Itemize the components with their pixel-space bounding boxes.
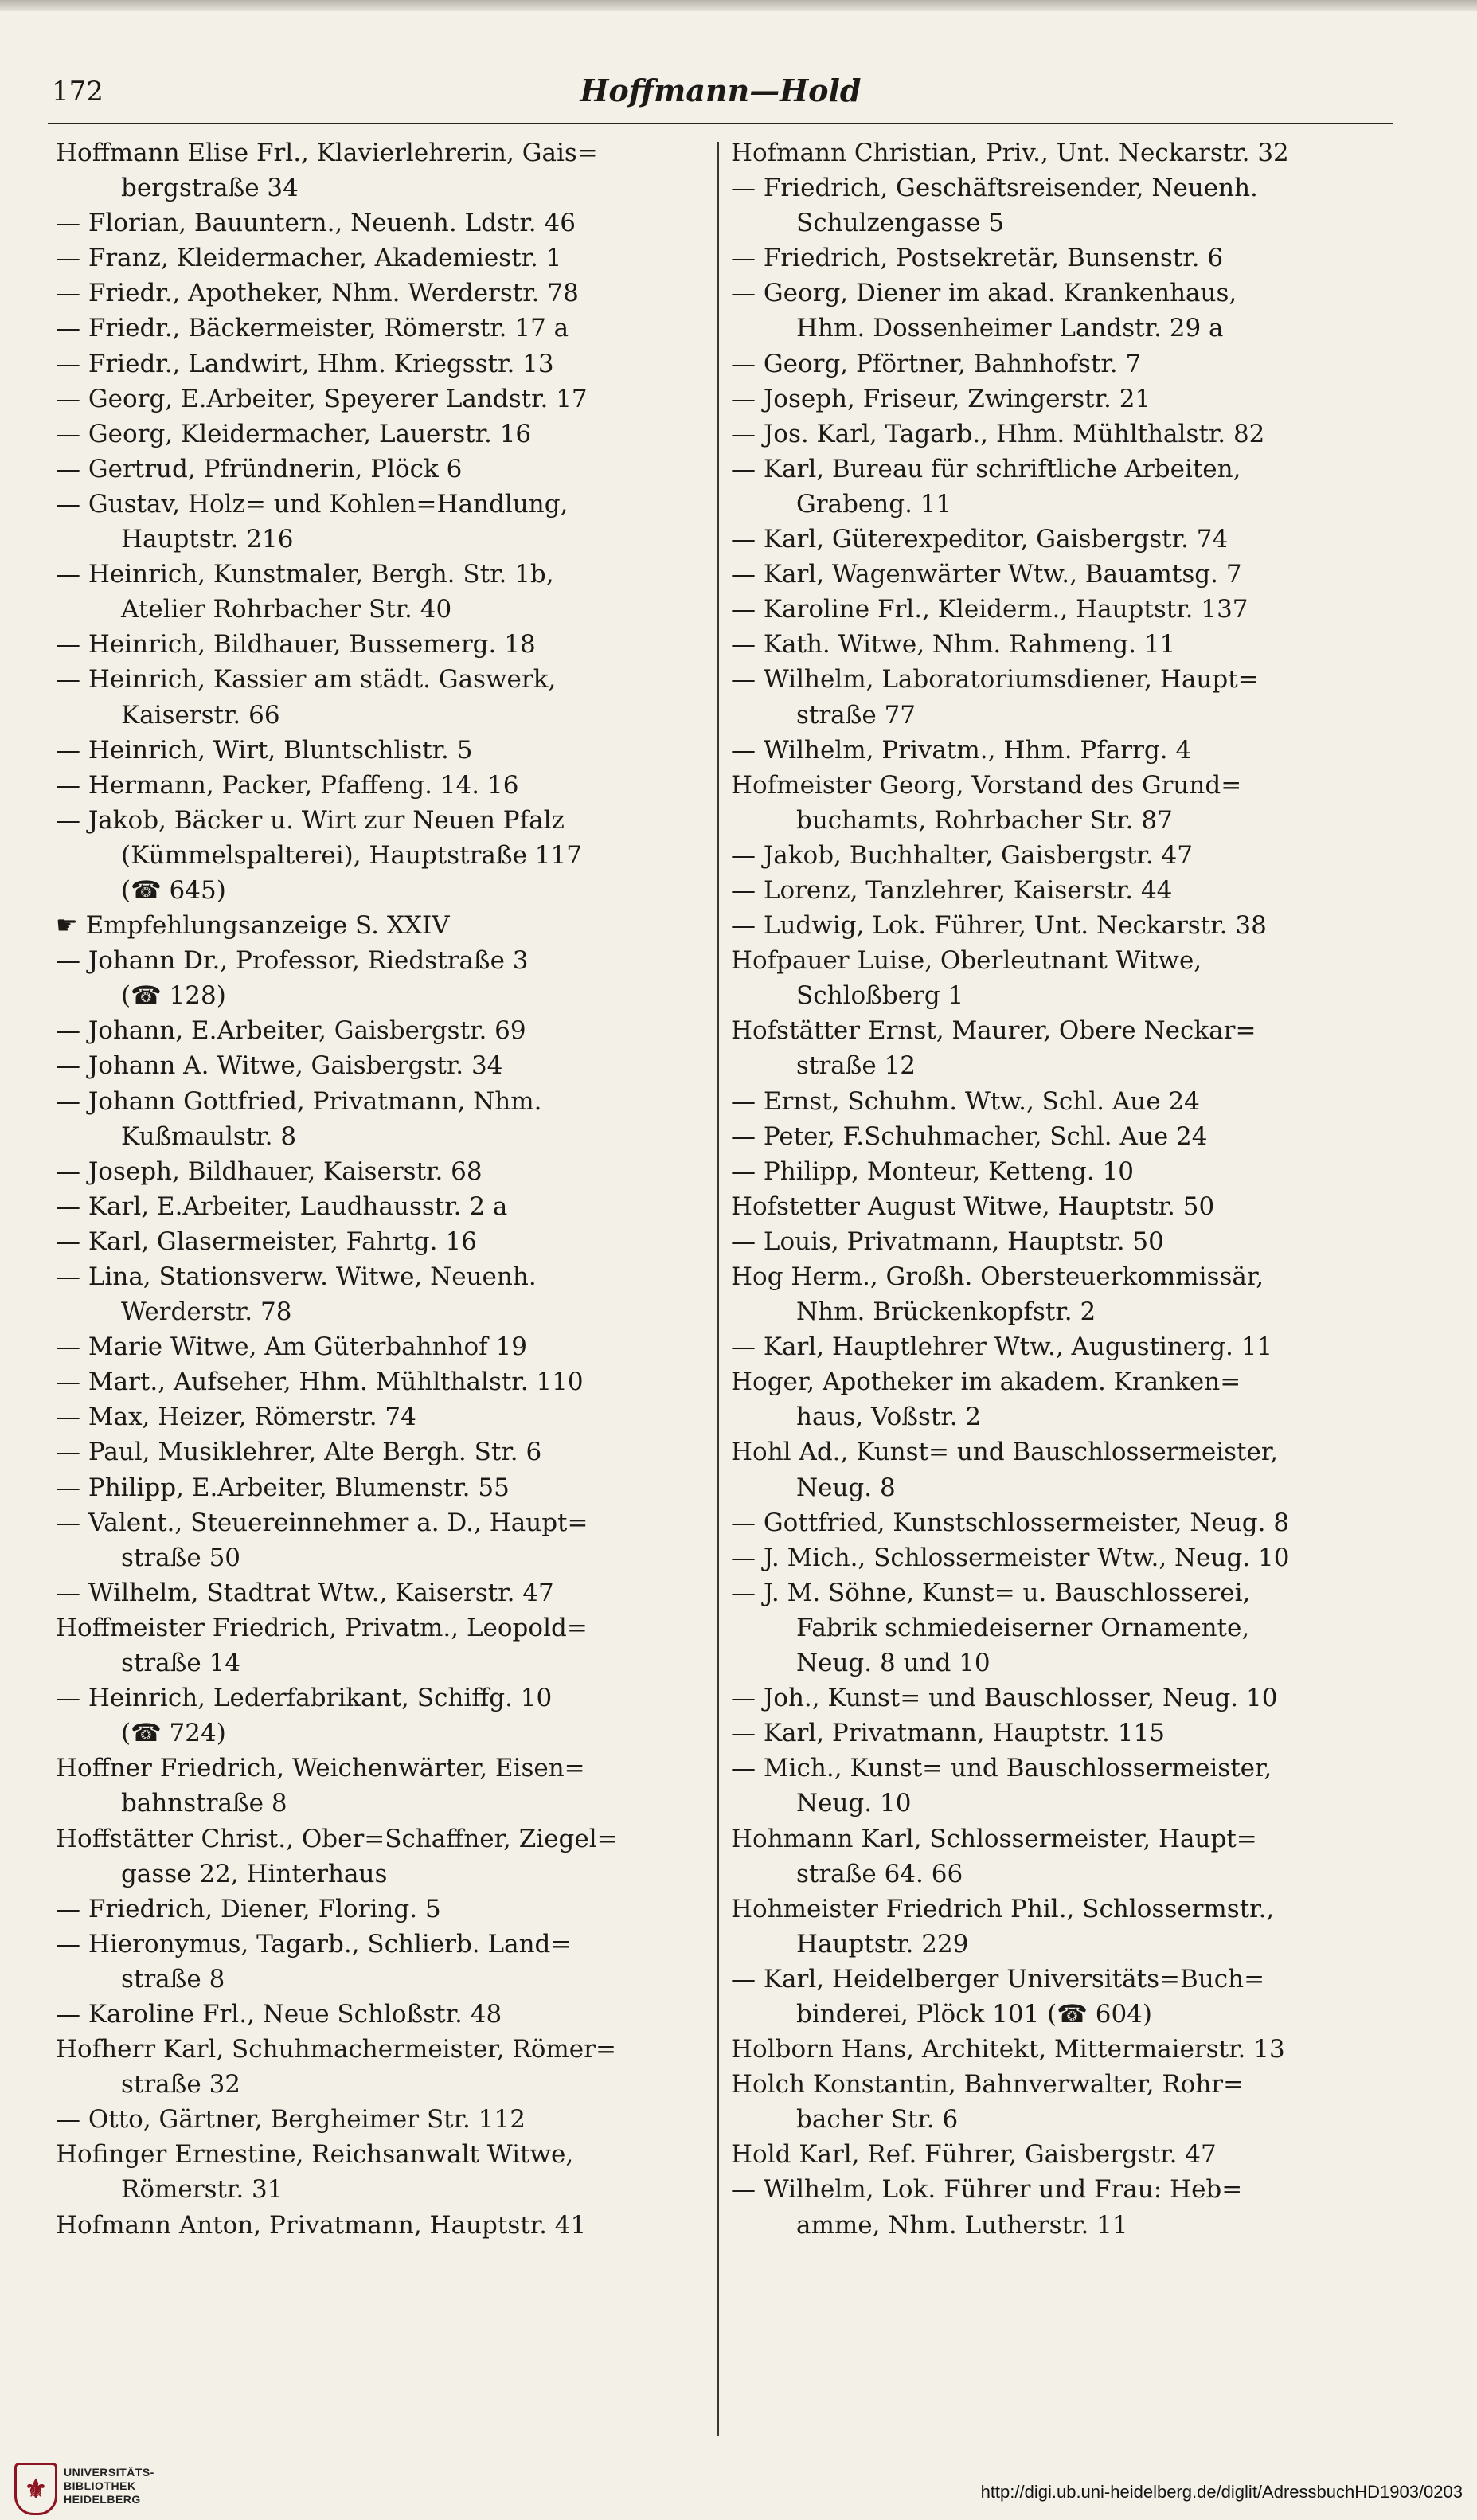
directory-entry bbox=[731, 557, 1384, 592]
entry-line: Hofinger Ernestine, Reichsanwalt Witwe, bbox=[56, 2140, 574, 2170]
entry-line: — Friedrich, Diener, Floring. 5 bbox=[56, 1894, 441, 1923]
directory-entry bbox=[56, 1927, 709, 1997]
entry-continuation: (☎ 724) bbox=[121, 1719, 226, 1748]
directory-entry bbox=[56, 417, 709, 452]
entry-continuation: Hauptstr. 229 bbox=[796, 1929, 969, 1958]
entry-line: Hold Karl, Ref. Führer, Gaisbergstr. 47 bbox=[731, 2140, 1217, 2170]
directory-entry bbox=[731, 733, 1384, 768]
directory-entry bbox=[56, 662, 709, 732]
directory-entry bbox=[731, 873, 1384, 908]
directory-entry bbox=[56, 1505, 709, 1575]
entry-line: — Ernst, Schuhm. Wtw., Schl. Aue 24 bbox=[731, 1086, 1200, 1116]
entry-line: Hofmann Anton, Privatmann, Hauptstr. 41 bbox=[56, 2210, 587, 2240]
directory-entry bbox=[56, 452, 709, 487]
directory-entry bbox=[56, 311, 709, 346]
directory-entry bbox=[731, 1716, 1384, 1751]
logo-line: BIBLIOTHEK bbox=[64, 2479, 136, 2492]
entry-line: — Ludwig, Lok. Führer, Unt. Neckarstr. 38 bbox=[731, 911, 1267, 941]
directory-entry bbox=[731, 1505, 1384, 1540]
entry-line: — Gottfried, Kunstschlossermeister, Neug. 8 bbox=[731, 1508, 1290, 1537]
directory-entry bbox=[56, 135, 709, 205]
left-column bbox=[56, 135, 709, 2243]
directory-entry bbox=[731, 943, 1384, 1013]
directory-entry bbox=[56, 1751, 709, 1821]
directory-entry bbox=[56, 382, 709, 417]
directory-entry bbox=[731, 1434, 1384, 1505]
entry-line: — Karl, Glasermeister, Fahrtg. 16 bbox=[56, 1227, 477, 1256]
logo-text bbox=[64, 2466, 154, 2506]
entry-line: — Hermann, Packer, Pfaffeng. 14. 16 bbox=[56, 770, 519, 800]
entry-line: — Franz, Kleidermacher, Akademiestr. 1 bbox=[56, 244, 562, 273]
entry-continuation: straße 8 bbox=[121, 1964, 225, 1994]
entry-continuation: Neug. 10 bbox=[796, 1789, 912, 1818]
entry-continuation: bergstraße 34 bbox=[121, 174, 299, 203]
entry-continuation: straße 12 bbox=[796, 1051, 916, 1081]
seal-icon: ⚜ bbox=[14, 2463, 57, 2515]
entry-line: — Georg, Pförtner, Bahnhofstr. 7 bbox=[731, 349, 1142, 378]
entry-continuation: (☎ 645) bbox=[121, 875, 226, 905]
directory-entry bbox=[731, 1540, 1384, 1575]
directory-entry bbox=[731, 2172, 1384, 2242]
directory-entry bbox=[56, 1822, 709, 1892]
directory-entry bbox=[56, 241, 709, 276]
entry-continuation: Schulzengasse 5 bbox=[796, 209, 1005, 238]
entry-line: Hoffstätter Christ., Ober=Schaffner, Ziegel= bbox=[56, 1824, 618, 1853]
directory-entry bbox=[56, 1259, 709, 1329]
entry-line: Hofpauer Luise, Oberleutnant Witwe, bbox=[731, 946, 1202, 976]
entry-line: — Wilhelm, Lok. Führer und Frau: Heb= bbox=[731, 2175, 1243, 2205]
entry-continuation: amme, Nhm. Lutherstr. 11 bbox=[796, 2210, 1128, 2240]
entry-line: — Karl, E.Arbeiter, Laudhausstr. 2 a bbox=[56, 1192, 508, 1221]
entry-line: — Mart., Aufseher, Hhm. Mühlthalstr. 110 bbox=[56, 1368, 584, 1397]
directory-entry bbox=[56, 1434, 709, 1469]
directory-entry bbox=[56, 1470, 709, 1505]
directory-entry bbox=[731, 1364, 1384, 1434]
entry-continuation: Neug. 8 bbox=[796, 1473, 896, 1502]
directory-entry bbox=[56, 2032, 709, 2102]
directory-entry bbox=[731, 768, 1384, 838]
directory-entry bbox=[731, 1892, 1384, 1962]
directory-entry bbox=[731, 2067, 1384, 2137]
entry-continuation: haus, Voßstr. 2 bbox=[796, 1403, 982, 1432]
entry-line: — Karl, Hauptlehrer Wtw., Augustinerg. 11 bbox=[731, 1332, 1273, 1362]
directory-entry bbox=[731, 1119, 1384, 1154]
entry-continuation: straße 32 bbox=[121, 2070, 241, 2099]
entry-line: — Jakob, Bäcker u. Wirt zur Neuen Pfalz bbox=[56, 805, 565, 835]
entry-line: Hofmeister Georg, Vorstand des Grund= bbox=[731, 770, 1242, 800]
entry-continuation: Hauptstr. 216 bbox=[121, 525, 294, 554]
entry-line: Hofstetter August Witwe, Hauptstr. 50 bbox=[731, 1192, 1215, 1221]
directory-entry bbox=[731, 1962, 1384, 2032]
entry-line: — Joh., Kunst= und Bauschlosser, Neug. 10 bbox=[731, 1684, 1278, 1713]
entry-continuation: straße 77 bbox=[796, 700, 916, 730]
directory-entry bbox=[731, 452, 1384, 522]
entry-line: — Karl, Heidelberger Universitäts=Buch= bbox=[731, 1964, 1265, 1994]
directory-entry bbox=[56, 1610, 709, 1681]
entry-line: — Friedr., Bäckermeister, Römerstr. 17 a bbox=[56, 314, 569, 343]
directory-entry bbox=[731, 1013, 1384, 1083]
entry-line: — Gertrud, Pfründnerin, Plöck 6 bbox=[56, 454, 463, 483]
directory-entry bbox=[56, 2208, 709, 2243]
entry-line: — Lorenz, Tanzlehrer, Kaiserstr. 44 bbox=[731, 875, 1173, 905]
entry-line: — Jakob, Buchhalter, Gaisbergstr. 47 bbox=[731, 840, 1193, 870]
directory-entry bbox=[56, 1154, 709, 1189]
entry-line: — Georg, Diener im akad. Krankenhaus, bbox=[731, 279, 1237, 308]
entry-continuation: Fabrik schmiedeiserner Ornamente, bbox=[796, 1613, 1250, 1642]
directory-entry bbox=[56, 768, 709, 803]
entry-line: — Jos. Karl, Tagarb., Hhm. Mühlthalstr. 82 bbox=[731, 419, 1265, 448]
entry-line: — Friedrich, Postsekretär, Bunsenstr. 6 bbox=[731, 244, 1224, 273]
entry-line: Hoger, Apotheker im akadem. Kranken= bbox=[731, 1368, 1241, 1397]
entry-line: — Wilhelm, Privatm., Hhm. Pfarrg. 4 bbox=[731, 735, 1192, 765]
entry-line: — Florian, Bauuntern., Neuenh. Ldstr. 46 bbox=[56, 209, 576, 238]
directory-entry bbox=[56, 487, 709, 557]
entry-line: — Karl, Güterexpeditor, Gaisbergstr. 74 bbox=[731, 525, 1229, 554]
entry-line: Hohl Ad., Kunst= und Bauschlossermeister, bbox=[731, 1438, 1279, 1467]
page-title: Hoffmann—Hold bbox=[580, 72, 862, 108]
entry-line: — Gustav, Holz= und Kohlen=Handlung, bbox=[56, 489, 569, 518]
directory-entry bbox=[56, 908, 709, 943]
entry-line: — Johann Gottfried, Privatmann, Nhm. bbox=[56, 1086, 542, 1116]
entry-continuation: Römerstr. 31 bbox=[121, 2175, 283, 2205]
entry-line: Hohmeister Friedrich Phil., Schlossermstr., bbox=[731, 1894, 1275, 1923]
column-divider bbox=[717, 142, 719, 2436]
entry-continuation: Schloßberg 1 bbox=[796, 981, 964, 1011]
entry-continuation: (Kümmelspalterei), Hauptstraße 117 bbox=[121, 840, 582, 870]
entry-line: — Friedrich, Geschäftsreisender, Neuenh. bbox=[731, 174, 1258, 203]
entry-line: Hohmann Karl, Schlossermeister, Haupt= bbox=[731, 1824, 1257, 1853]
directory-entry bbox=[56, 943, 709, 1013]
entry-line: — Kath. Witwe, Nhm. Rahmeng. 11 bbox=[731, 630, 1176, 659]
directory-entry bbox=[731, 170, 1384, 241]
page-number: 172 bbox=[52, 76, 104, 108]
directory-entry bbox=[56, 733, 709, 768]
entry-continuation: Nhm. Brückenkopfstr. 2 bbox=[796, 1297, 1096, 1327]
entry-line: — Karl, Privatmann, Hauptstr. 115 bbox=[731, 1719, 1165, 1748]
directory-entry bbox=[56, 1084, 709, 1154]
entry-line: — Philipp, E.Arbeiter, Blumenstr. 55 bbox=[56, 1473, 510, 1502]
directory-entry bbox=[731, 1575, 1384, 1681]
entry-line: — Peter, F.Schuhmacher, Schl. Aue 24 bbox=[731, 1121, 1208, 1151]
logo-line: UNIVERSITÄTS- bbox=[64, 2466, 154, 2479]
entry-line: Holborn Hans, Architekt, Mittermaierstr. 13 bbox=[731, 2035, 1285, 2064]
entry-line: Hoffner Friedrich, Weichenwärter, Eisen= bbox=[56, 1754, 585, 1783]
entry-line: ☛ Empfehlungsanzeige S. XXIV bbox=[56, 911, 450, 941]
directory-entry bbox=[56, 276, 709, 311]
entry-line: — Karl, Bureau für schriftliche Arbeiten, bbox=[731, 454, 1241, 483]
entry-line: Hoffmann Elise Frl., Klavierlehrerin, Gais= bbox=[56, 139, 598, 167]
footer bbox=[0, 2452, 1477, 2520]
entry-line: — Lina, Stationsverw. Witwe, Neuenh. bbox=[56, 1262, 537, 1291]
entry-continuation: binderei, Plöck 101 (☎ 604) bbox=[796, 1999, 1152, 2029]
directory-entry bbox=[731, 627, 1384, 662]
directory-entry bbox=[731, 1822, 1384, 1892]
logo-line: HEIDELBERG bbox=[64, 2493, 141, 2506]
entry-continuation: straße 64. 66 bbox=[796, 1859, 963, 1888]
directory-entry bbox=[56, 205, 709, 241]
directory-entry bbox=[731, 838, 1384, 873]
directory-entry bbox=[56, 1892, 709, 1927]
directory-entry bbox=[731, 2137, 1384, 2172]
entry-line: — Karl, Wagenwärter Wtw., Bauamtsg. 7 bbox=[731, 560, 1242, 589]
entry-line: — Louis, Privatmann, Hauptstr. 50 bbox=[731, 1227, 1164, 1256]
directory-entry bbox=[56, 557, 709, 627]
entry-continuation: Atelier Rohrbacher Str. 40 bbox=[121, 595, 452, 624]
entry-line: — Max, Heizer, Römerstr. 74 bbox=[56, 1403, 416, 1432]
directory-entry bbox=[731, 1189, 1384, 1224]
entry-line: Hofherr Karl, Schuhmachermeister, Römer= bbox=[56, 2035, 616, 2064]
entry-line: — Wilhelm, Laboratoriumsdiener, Haupt= bbox=[731, 665, 1259, 695]
entry-line: — Paul, Musiklehrer, Alte Bergh. Str. 6 bbox=[56, 1438, 542, 1467]
entry-line: — Georg, Kleidermacher, Lauerstr. 16 bbox=[56, 419, 532, 448]
directory-entry bbox=[731, 1224, 1384, 1259]
source-url[interactable]: http://digi.ub.uni-heidelberg.de/diglit/AdressbuchHD1903/0203 bbox=[980, 2482, 1463, 2502]
directory-entry bbox=[731, 241, 1384, 276]
directory-entry bbox=[731, 1084, 1384, 1119]
entry-line: — Friedr., Landwirt, Hhm. Kriegsstr. 13 bbox=[56, 349, 554, 378]
entry-continuation: (☎ 128) bbox=[121, 981, 226, 1011]
entry-continuation: bahnstraße 8 bbox=[121, 1789, 287, 1818]
entry-line: Holch Konstantin, Bahnverwalter, Rohr= bbox=[731, 2070, 1245, 2099]
directory-entry bbox=[731, 592, 1384, 627]
directory-entry bbox=[731, 1751, 1384, 1821]
directory-entry bbox=[731, 1154, 1384, 1189]
directory-entry bbox=[731, 382, 1384, 417]
entry-continuation: Hhm. Dossenheimer Landstr. 29 a bbox=[796, 314, 1224, 343]
directory-entry bbox=[56, 1013, 709, 1048]
directory-entry bbox=[731, 276, 1384, 346]
entry-line: — Philipp, Monteur, Ketteng. 10 bbox=[731, 1156, 1134, 1186]
entry-line: Hofstätter Ernst, Maurer, Obere Neckar= bbox=[731, 1016, 1256, 1046]
directory-entry bbox=[56, 1048, 709, 1083]
directory-entry bbox=[56, 1399, 709, 1434]
entry-continuation: gasse 22, Hinterhaus bbox=[121, 1859, 388, 1888]
entry-line: Hog Herm., Großh. Obersteuerkommissär, bbox=[731, 1262, 1264, 1291]
directory-entry bbox=[56, 1224, 709, 1259]
entry-continuation: Kaiserstr. 66 bbox=[121, 700, 280, 730]
right-column bbox=[731, 135, 1384, 2243]
entry-line: Hofmann Christian, Priv., Unt. Neckarstr. 32 bbox=[731, 139, 1289, 167]
directory-entry bbox=[731, 135, 1384, 170]
entry-continuation: straße 50 bbox=[121, 1543, 241, 1572]
directory-entry bbox=[731, 662, 1384, 732]
page-header bbox=[48, 68, 1393, 124]
scan-top-edge bbox=[0, 0, 1477, 11]
entry-line: — Johann, E.Arbeiter, Gaisbergstr. 69 bbox=[56, 1016, 526, 1046]
directory-entry bbox=[731, 417, 1384, 452]
entry-line: Hoffmeister Friedrich, Privatm., Leopold= bbox=[56, 1613, 588, 1642]
entry-line: — Heinrich, Lederfabrikant, Schiffg. 10 bbox=[56, 1684, 553, 1713]
directory-entry bbox=[56, 2137, 709, 2207]
entry-line: — J. M. Söhne, Kunst= u. Bauschlosserei, bbox=[731, 1578, 1251, 1607]
entry-line: — Heinrich, Kunstmaler, Bergh. Str. 1b, bbox=[56, 560, 554, 589]
directory-entry bbox=[731, 522, 1384, 557]
entry-line: — Heinrich, Wirt, Bluntschlistr. 5 bbox=[56, 735, 473, 765]
entry-continuation: bacher Str. 6 bbox=[796, 2105, 959, 2135]
entry-line: — Karoline Frl., Kleiderm., Hauptstr. 137 bbox=[731, 595, 1248, 624]
directory-entry bbox=[56, 1189, 709, 1224]
entry-line: — Georg, E.Arbeiter, Speyerer Landstr. 17 bbox=[56, 384, 588, 413]
entry-line: — Johann Dr., Professor, Riedstraße 3 bbox=[56, 946, 529, 976]
entry-line: — Johann A. Witwe, Gaisbergstr. 34 bbox=[56, 1051, 503, 1081]
entry-line: — J. Mich., Schlossermeister Wtw., Neug. 10 bbox=[731, 1543, 1290, 1572]
directory-entry bbox=[731, 1681, 1384, 1716]
directory-entry bbox=[731, 346, 1384, 382]
entry-continuation: buchamts, Rohrbacher Str. 87 bbox=[796, 805, 1173, 835]
directory-entry bbox=[56, 1997, 709, 2032]
directory-entry bbox=[56, 1364, 709, 1399]
directory-entry bbox=[56, 2102, 709, 2137]
entry-line: — Joseph, Friseur, Zwingerstr. 21 bbox=[731, 384, 1151, 413]
directory-entry bbox=[56, 1329, 709, 1364]
entry-continuation: Werderstr. 78 bbox=[121, 1297, 292, 1327]
directory-entry bbox=[731, 1259, 1384, 1329]
entry-line: — Marie Witwe, Am Güterbahnhof 19 bbox=[56, 1332, 527, 1362]
entry-continuation: Kußmaulstr. 8 bbox=[121, 1121, 297, 1151]
directory-entry bbox=[56, 1681, 709, 1751]
entry-continuation: straße 14 bbox=[121, 1649, 241, 1678]
directory-entry bbox=[731, 2032, 1384, 2067]
directory-entry bbox=[56, 346, 709, 382]
entry-line: — Heinrich, Bildhauer, Bussemerg. 18 bbox=[56, 630, 536, 659]
entry-continuation: Grabeng. 11 bbox=[796, 489, 952, 518]
entry-line: — Friedr., Apotheker, Nhm. Werderstr. 78 bbox=[56, 279, 579, 308]
directory-page bbox=[48, 68, 1393, 2240]
entry-line: — Wilhelm, Stadtrat Wtw., Kaiserstr. 47 bbox=[56, 1578, 554, 1607]
entry-line: — Otto, Gärtner, Bergheimer Str. 112 bbox=[56, 2105, 526, 2135]
directory-entry bbox=[56, 1575, 709, 1610]
entry-line: — Joseph, Bildhauer, Kaiserstr. 68 bbox=[56, 1156, 483, 1186]
entry-line: — Heinrich, Kassier am städt. Gaswerk, bbox=[56, 665, 557, 695]
entry-line: — Karoline Frl., Neue Schloßstr. 48 bbox=[56, 1999, 502, 2029]
entry-line: — Mich., Kunst= und Bauschlossermeister, bbox=[731, 1754, 1272, 1783]
entry-line: — Hieronymus, Tagarb., Schlierb. Land= bbox=[56, 1929, 572, 1958]
library-logo bbox=[14, 2459, 197, 2515]
directory-entry bbox=[56, 627, 709, 662]
directory-entry bbox=[56, 803, 709, 908]
entry-line: — Valent., Steuereinnehmer a. D., Haupt= bbox=[56, 1508, 588, 1537]
directory-entry bbox=[731, 908, 1384, 943]
entry-continuation: Neug. 8 und 10 bbox=[796, 1649, 991, 1678]
directory-entry bbox=[731, 1329, 1384, 1364]
